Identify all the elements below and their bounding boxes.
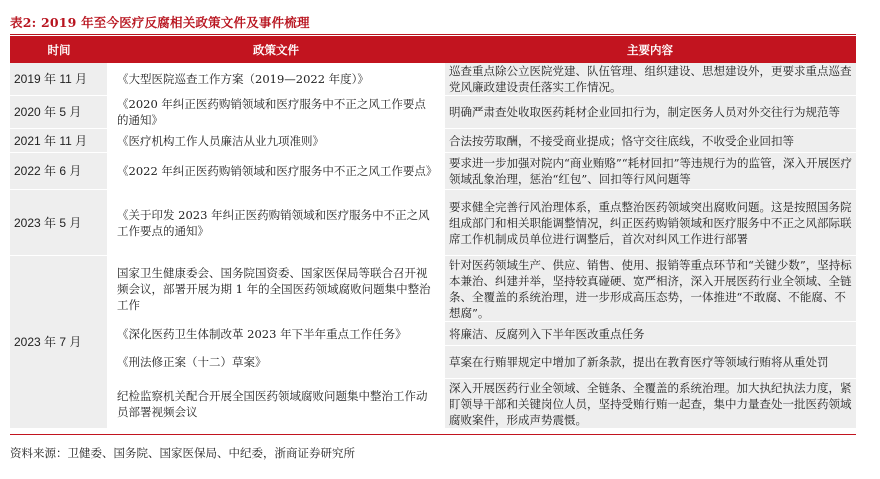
table-row [10, 256, 856, 322]
table-caption: 表2: 2019 年至今医疗反腐相关政策文件及事件梳理 [10, 15, 310, 30]
row-doc: 《大型医院巡查工作方案（2019—2022 年度）》 [108, 63, 444, 96]
row-content: 要求进一步加强对院内“商业贿赂”“耗材回扣”等违规行为的监管，深入开展医疗领域乱象治理，惩治“红包”、回扣等行风问题等 [444, 153, 856, 190]
row-doc: 《关于印发 2023 年纠正医药购销领域和医疗服务中不正之风工作要点的通知》 [108, 190, 444, 256]
row-content: 要求健全完善行风治理体系，重点整治医药领域突出腐败问题。这是按照国务院组成部门和相关职能调整情况，纠正医药购销领域和医疗服务中不正之风部际联席工作机制成员单位进行调整后，首次对纠风工作进行部署 [444, 190, 856, 256]
table-row [10, 129, 856, 153]
source-note: 资料来源：卫健委、国务院、国家医保局、中纪委，浙商证券研究所 [10, 446, 355, 460]
table-row [10, 190, 856, 256]
row-content: 针对医药领域生产、供应、销售、使用、报销等重点环节和“关键少数”，坚持标本兼治、纠建并举，坚持较真碰硬、宽严相济，深入开展医药行业全领域、全链条、全覆盖的系统治理，进一步形成高压态势，一体推进“不敢腐、不能腐、不想腐”。 [444, 256, 856, 322]
row-doc: 《2022 年纠正医药购销领域和医疗服务中不正之风工作要点》 [108, 153, 444, 190]
table-row [10, 346, 856, 379]
row-content: 明确严肃查处收取医药耗材企业回扣行为，制定医务人员对外交往行为规范等 [444, 96, 856, 129]
row-doc: 《医疗机构工作人员廉洁从业九项准则》 [108, 129, 444, 153]
policy-table [10, 36, 856, 429]
row-time: 2019 年 11 月 [10, 63, 108, 96]
row-doc: 纪检监察机关配合开展全国医药领域腐败问题集中整治工作动员部署视频会议 [108, 379, 444, 429]
table-row [10, 96, 856, 129]
table-row [10, 63, 856, 96]
row-content: 深入开展医药行业全领域、全链条、全覆盖的系统治理。加大执纪执法力度，紧盯领导干部和关键岗位人员，坚持受贿行贿一起查，集中力量查处一批医药领域腐败案件，形成声势震慑。 [444, 379, 856, 429]
row-time: 2023 年 7 月 [10, 256, 108, 429]
row-doc: 《2020 年纠正医药购销领域和医疗服务中不正之风工作要点的通知》 [108, 96, 444, 129]
row-content: 将廉洁、反腐列入下半年医改重点任务 [444, 322, 856, 346]
table-row [10, 153, 856, 190]
row-content: 合法按劳取酬，不接受商业提成；恪守交往底线，不收受企业回扣等 [444, 129, 856, 153]
row-doc: 国家卫生健康委会、国务院国资委、国家医保局等联合召开视频会议，部署开展为期 1 年的全国医药领域腐败问题集中整治工作 [108, 256, 444, 322]
row-content: 草案在行贿罪规定中增加了新条款，提出在教育医疗等领域行贿将从重处罚 [444, 346, 856, 379]
header-content: 主要内容 [444, 36, 856, 63]
table-row [10, 379, 856, 429]
row-doc: 《深化医药卫生体制改革 2023 年下半年重点工作任务》 [108, 322, 444, 346]
row-doc: 《刑法修正案（十二）草案》 [108, 346, 444, 379]
table-bottom-divider [10, 434, 856, 435]
table-header-row [10, 36, 856, 63]
row-time: 2021 年 11 月 [10, 129, 108, 153]
row-time: 2022 年 6 月 [10, 153, 108, 190]
row-time: 2023 年 5 月 [10, 190, 108, 256]
header-time: 时间 [10, 36, 108, 63]
caption-divider [10, 34, 856, 35]
row-time: 2020 年 5 月 [10, 96, 108, 129]
header-doc: 政策文件 [108, 36, 444, 63]
table-row [10, 322, 856, 346]
row-content: 巡查重点除公立医院党建、队伍管理、组织建设、思想建设外，更要求重点巡查党风廉政建设责任落实工作情况。 [444, 63, 856, 96]
